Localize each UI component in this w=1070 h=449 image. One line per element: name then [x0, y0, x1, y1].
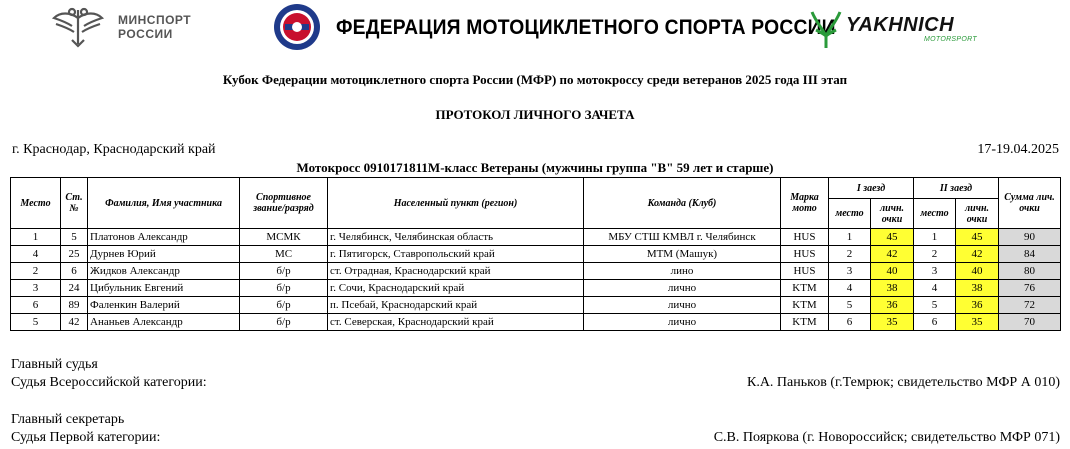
table-row	[11, 229, 1061, 246]
header-name: Фамилия, Имя участника	[88, 178, 240, 229]
header-start-number: Ст. №	[61, 178, 88, 229]
cell-race-2-points: 35	[956, 314, 999, 331]
chief-judge-name: К.А. Паньков (г.Темрюк; свидетельство МФР А 010)	[746, 375, 1060, 390]
cell-team: лично	[584, 314, 781, 331]
cell-sum: 76	[999, 280, 1061, 297]
sponsor-label: YAKHNICH	[846, 14, 955, 36]
cell-moto: HUS	[781, 246, 829, 263]
cell-sum: 70	[999, 314, 1061, 331]
sponsor-leaf-icon	[806, 6, 846, 52]
cell-place: 1	[11, 229, 61, 246]
chief-secretary-category: Судья Первой категории:	[11, 430, 161, 445]
cell-race-1-place: 2	[829, 246, 871, 263]
header-race-2-place: место	[914, 199, 956, 229]
cell-race-1-place: 6	[829, 314, 871, 331]
cell-moto: KTM	[781, 280, 829, 297]
cell-race-1-points: 35	[871, 314, 914, 331]
cell-race-2-place: 4	[914, 280, 956, 297]
cell-place: 6	[11, 297, 61, 314]
header-race-2-points: личн. очки	[956, 199, 999, 229]
table-row	[11, 297, 1061, 314]
cell-city: ст. Отрадная, Краснодарский край	[328, 263, 584, 280]
cell-race-1-points: 38	[871, 280, 914, 297]
cell-city: г. Пятигорск, Ставропольский край	[328, 246, 584, 263]
cell-rank: б/р	[240, 297, 328, 314]
cell-race-1-points: 36	[871, 297, 914, 314]
cell-rank: МСМК	[240, 229, 328, 246]
cell-race-2-place: 2	[914, 246, 956, 263]
cell-city: г. Сочи, Краснодарский край	[328, 280, 584, 297]
cell-race-2-place: 1	[914, 229, 956, 246]
cell-place: 4	[11, 246, 61, 263]
cell-start-number: 25	[61, 246, 88, 263]
cell-sum: 72	[999, 297, 1061, 314]
cell-race-1-points: 45	[871, 229, 914, 246]
cell-race-2-place: 3	[914, 263, 956, 280]
cell-name: Цибульник Евгений	[88, 280, 240, 297]
cell-name: Ананьев Александр	[88, 314, 240, 331]
header-place: Место	[11, 178, 61, 229]
cell-start-number: 6	[61, 263, 88, 280]
cell-sum: 84	[999, 246, 1061, 263]
chief-judge-label: Главный судья	[11, 357, 98, 372]
cell-team: МТМ (Машук)	[584, 246, 781, 263]
cell-team: лично	[584, 297, 781, 314]
cell-place: 5	[11, 314, 61, 331]
header-race-1-points: личн. очки	[871, 199, 914, 229]
header-race-1: I заезд	[829, 178, 914, 199]
cell-name: Жидков Александр	[88, 263, 240, 280]
cell-race-2-points: 42	[956, 246, 999, 263]
cell-rank: МС	[240, 246, 328, 263]
cell-city: г. Челябинск, Челябинская область	[328, 229, 584, 246]
cell-moto: KTM	[781, 297, 829, 314]
class-title: Мотокросс 0910171811М-класс Ветераны (мужчины группа "В" 59 лет и старше)	[296, 160, 774, 175]
chief-judge-category: Судья Всероссийской категории:	[11, 375, 207, 390]
federation-logo	[272, 2, 836, 52]
cell-start-number: 42	[61, 314, 88, 331]
protocol-title: ПРОТОКОЛ ЛИЧНОГО ЗАЧЕТА	[435, 107, 635, 122]
cell-race-1-place: 5	[829, 297, 871, 314]
cell-name: Платонов Александр	[88, 229, 240, 246]
header-rank: Спортивное звание/разряд	[240, 178, 328, 229]
cell-race-2-points: 38	[956, 280, 999, 297]
cell-start-number: 24	[61, 280, 88, 297]
logo-header	[0, 0, 1070, 60]
double-eagle-icon	[50, 4, 106, 50]
table-row	[11, 314, 1061, 331]
header-sum: Сумма лич. очки	[999, 178, 1061, 229]
chief-secretary-name: С.В. Пояркова (г. Новороссийск; свидетельство МФР 071)	[713, 430, 1060, 445]
sponsor-sub-label: MOTORSPORT	[924, 36, 977, 43]
cell-team: лино	[584, 263, 781, 280]
header-race-2: II заезд	[914, 178, 999, 199]
cell-race-1-points: 40	[871, 263, 914, 280]
cell-start-number: 89	[61, 297, 88, 314]
cell-city: ст. Северская, Краснодарский край	[328, 314, 584, 331]
cell-rank: б/р	[240, 263, 328, 280]
header-moto: Марка мото	[781, 178, 829, 229]
cell-race-1-place: 3	[829, 263, 871, 280]
cell-race-1-place: 4	[829, 280, 871, 297]
header-city: Населенный пункт (регион)	[328, 178, 584, 229]
chief-secretary-label: Главный секретарь	[11, 412, 125, 427]
cell-name: Дурнев Юрий	[88, 246, 240, 263]
location: г. Краснодар, Краснодарский край	[12, 142, 216, 157]
cell-team: лично	[584, 280, 781, 297]
federation-emblem-icon	[272, 2, 322, 52]
cell-start-number: 5	[61, 229, 88, 246]
minsport-label-line1: МИНСПОРТ	[118, 13, 192, 27]
sponsor-logo	[806, 6, 986, 52]
cup-title: Кубок Федерации мотоциклетного спорта России (МФР) по мотокроссу среди ветеранов 2025 года III этап	[222, 72, 848, 87]
cell-race-2-place: 6	[914, 314, 956, 331]
cell-race-2-place: 5	[914, 297, 956, 314]
cell-race-2-points: 40	[956, 263, 999, 280]
cell-rank: б/р	[240, 280, 328, 297]
table-row	[11, 280, 1061, 297]
cell-place: 2	[11, 263, 61, 280]
cell-moto: KTM	[781, 314, 829, 331]
table-row	[11, 263, 1061, 280]
cell-team: МБУ СТШ КМВЛ г. Челябинск	[584, 229, 781, 246]
cell-place: 3	[11, 280, 61, 297]
results-table	[10, 177, 1061, 331]
cell-name: Фаленкин Валерий	[88, 297, 240, 314]
header-team: Команда (Клуб)	[584, 178, 781, 229]
federation-label: ФЕДЕРАЦИЯ МОТОЦИКЛЕТНОГО СПОРТА РОССИИ	[336, 16, 836, 39]
cell-race-2-points: 36	[956, 297, 999, 314]
cell-race-2-points: 45	[956, 229, 999, 246]
cell-moto: HUS	[781, 229, 829, 246]
minsport-label-line2: РОССИИ	[118, 27, 173, 41]
cell-moto: HUS	[781, 263, 829, 280]
minsport-label	[118, 13, 191, 41]
cell-sum: 80	[999, 263, 1061, 280]
cell-rank: б/р	[240, 314, 328, 331]
event-date: 17-19.04.2025	[977, 142, 1059, 157]
cell-race-1-place: 1	[829, 229, 871, 246]
cell-race-1-points: 42	[871, 246, 914, 263]
header-race-1-place: место	[829, 199, 871, 229]
cell-city: п. Псебай, Краснодарский край	[328, 297, 584, 314]
table-row	[11, 246, 1061, 263]
cell-sum: 90	[999, 229, 1061, 246]
minsport-logo	[50, 4, 210, 50]
